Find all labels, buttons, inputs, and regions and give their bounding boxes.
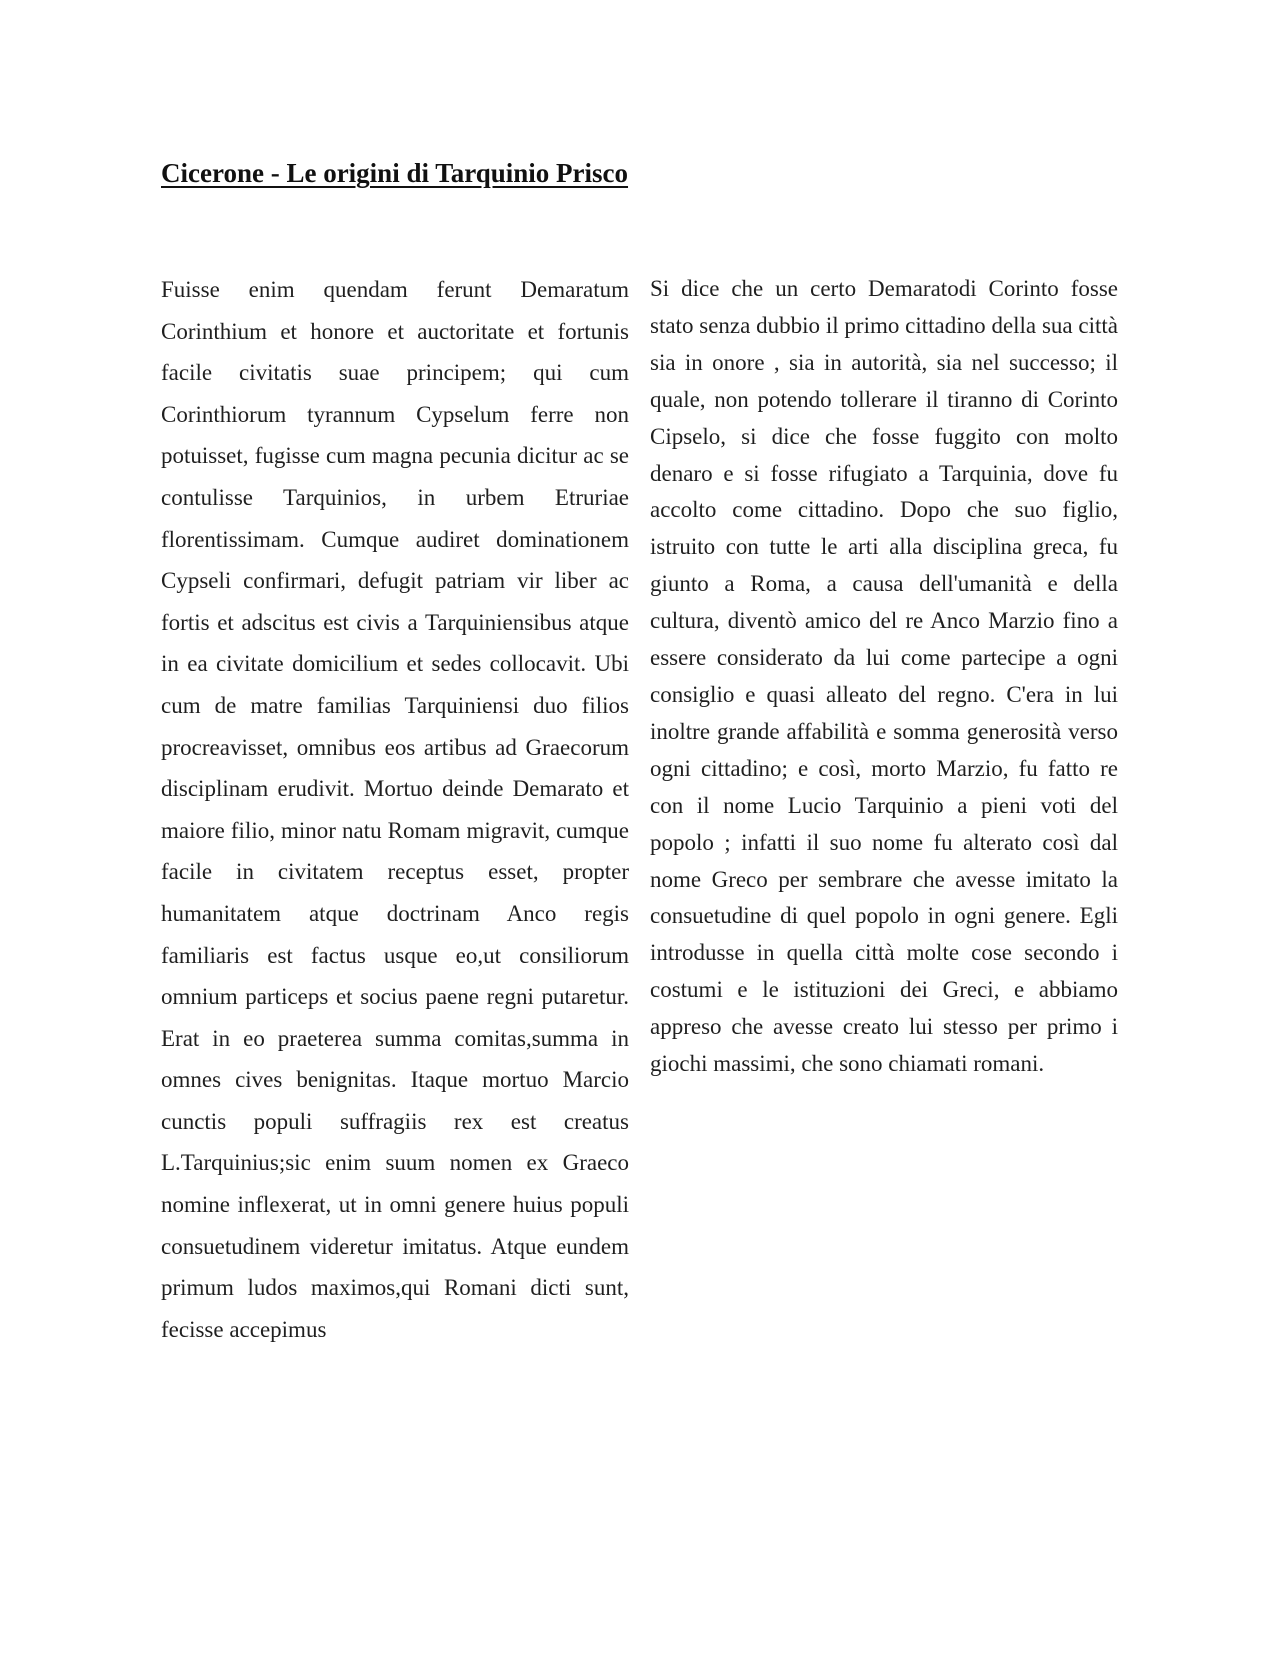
- italian-translation-column: Si dice che un certo Demaratodi Corinto fosse stato senza dubbio il primo cittadino della sua città sia in onore , sia in autorità, sia nel successo; il quale, non potendo tollerare il tiranno di Corinto Cipselo, si dice che fosse fuggito con molto denaro e si fosse rifugiato a Tarquinia, dove fu accolto come cittadino. Dopo che suo figlio, istruito con tutte le arti alla disciplina greca, fu giunto a Roma, a causa dell'umanità e della cultura, diventò amico del re Anco Marzio fino a essere considerato da lui come partecipe a ogni consiglio e quasi alleato del regno. C'era in lui inoltre grande affabilità e somma generosità verso ogni cittadino; e così, morto Marzio, fu fatto re con il nome Lucio Tarquinio a pieni voti del popolo ; infatti il suo nome fu alterato così dal nome Greco per sembrare che avesse imitato la consuetudine di quel popolo in ogni genere. Egli introdusse in quella città molte cose secondo i costumi e le istituzioni dei Greci, e abbiamo appreso che avesse creato lui stesso per primo i giochi massimi, che sono chiamati romani.: [650, 276, 1118, 1077]
- latin-text-column: Fuisse enim quendam ferunt Demaratum Corinthium et honore et auctoritate et fortunis facile civitatis suae principem; qui cum Corinthiorum tyrannum Cypselum ferre non potuisset, fugisse cum magna pecunia dicitur ac se contulisse Tarquinios, in urbem Etruriae florentissimam. Cumque audiret dominationem Cypseli confirmari, defugit patriam vir liber ac fortis et adscitus est civis a Tarquiniensibus atque in ea civitate domicilium et sedes collocavit. Ubi cum de matre familias Tarquiniensi duo filios procreavisset, omnibus eos artibus ad Graecorum disciplinam erudivit. Mortuo deinde Demarato et maiore filio, minor natu Romam migravit, cumque facile in civitatem receptus esset, propter humanitatem atque doctrinam Anco regis familiaris est factus usque eo,ut consiliorum omnium particeps et socius paene regni putaretur. Erat in eo praeterea summa comitas,summa in omnes cives benignitas. Itaque mortuo Marcio cunctis populi suffragiis rex est creatus L.Tarquinius;sic enim suum nomen ex Graeco nomine inflexerat, ut in omni genere huius populi consuetudinem videretur imitatus. Atque eundem primum ludos maximos,qui Romani dicti sunt, fecisse accepimus: [161, 277, 629, 1342]
- document-title: Cicerone - Le origini di Tarquinio Prisco: [161, 158, 629, 188]
